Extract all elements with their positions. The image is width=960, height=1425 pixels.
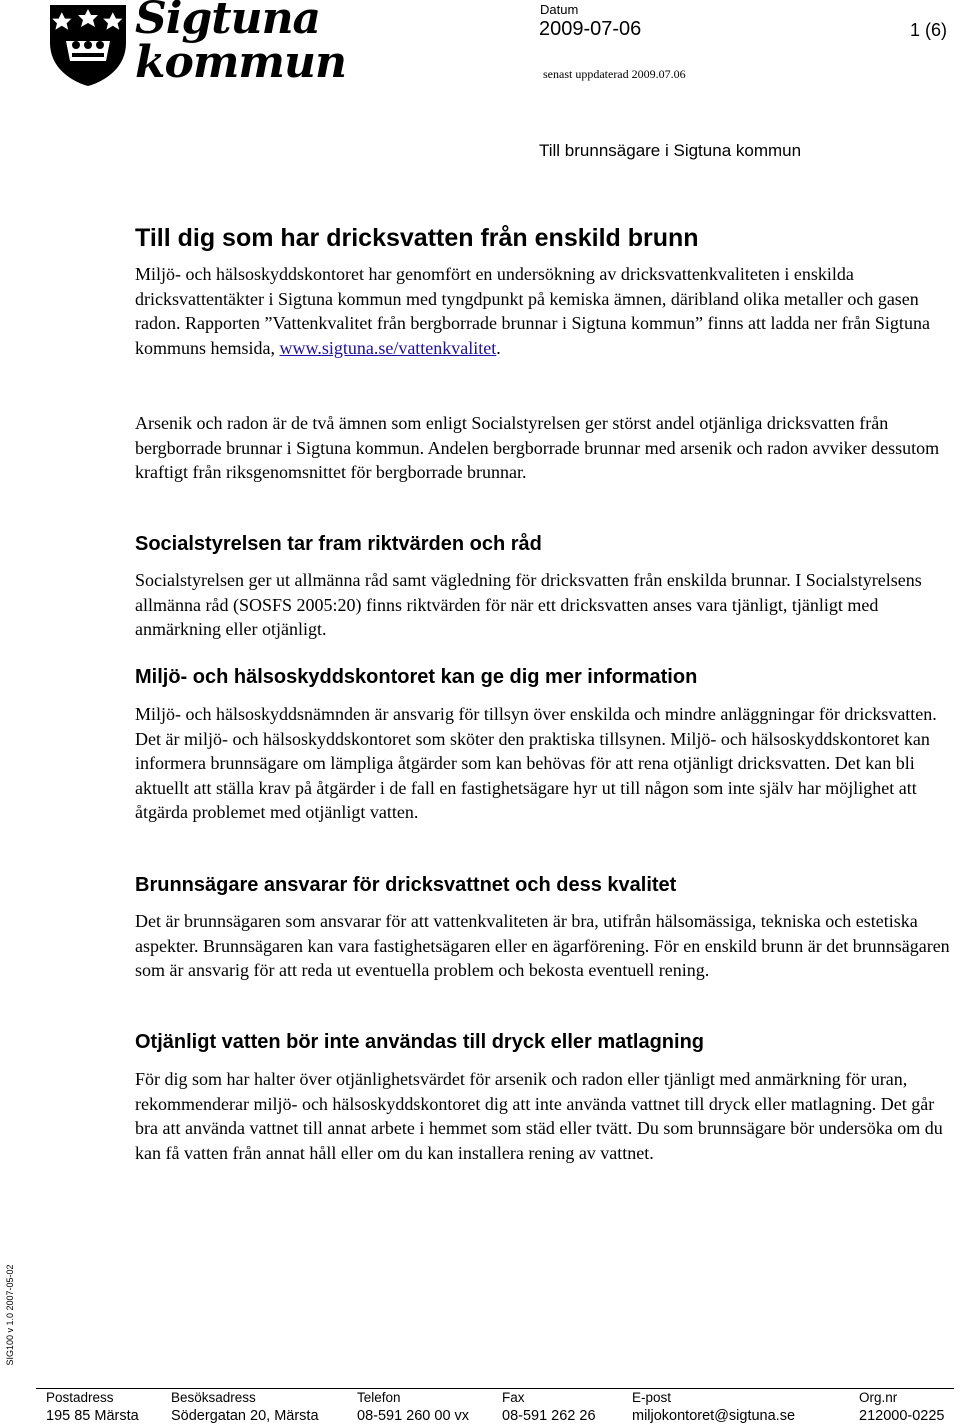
footer-label: Org.nr <box>859 1390 898 1405</box>
footer-label: Fax <box>502 1390 525 1405</box>
footer-value: 08-591 260 00 vx <box>357 1408 470 1424</box>
recipient-line: Till brunnsägare i Sigtuna kommun <box>539 141 802 160</box>
crest-logo-icon <box>48 3 128 87</box>
footer-label: Besöksadress <box>171 1390 256 1405</box>
section-text: Det är brunnsägaren som ansvarar för att vattenkvaliteten är bra, utifrån hälsomässiga, tekniska och estetiska aspekter. Brunnsägaren kan vara fastighetsägaren eller en ägarförening. För en enskild brunn är det brunnsägaren som är ansvarig för att reda ut eventuella problem och bekosta eventuell rening. <box>135 911 950 981</box>
footer-label: E-post <box>632 1390 672 1405</box>
footer-label: Telefon <box>357 1390 401 1405</box>
intro-text: Miljö- och hälsoskyddskontoret har genomfört en undersökning av dricksvattenkvaliteten i enskilda dricksvattentäkter i Sigtuna kommun med tyngdpunkt på kemiska ämnen, däribland olika metaller och gasen radon. Rapporten ”Vattenkvalitet från bergborrade brunnar i Sigtuna kommun” finns att ladda ner från Sigtuna kommuns hemsida, <box>135 264 930 358</box>
logo-text-line1: Sigtuna <box>135 0 321 44</box>
date-value: 2009-07-06 <box>539 18 642 40</box>
footer-label: Postadress <box>46 1390 114 1405</box>
footer-email <box>632 1389 795 1425</box>
report-link[interactable]: www.sigtuna.se/vattenkvalitet <box>279 337 497 358</box>
section-text: För dig som har halter över otjänlighetsvärdet för arsenik och radon eller tjänligt med anmärkning för uran, rekommenderar miljö- och hälsoskyddskontoret dig att inte använda vattnet till dryck eller matlagning. Det går bra att använda vattnet till annat arbete i hemmet som städ eller tvätt. Du som brunnsägare bör undersöka om du kan få vatten från annat håll eller om du kan installera rening av vattnet. <box>135 1069 943 1163</box>
footer-postal <box>46 1389 139 1425</box>
footer-value[interactable]: miljokontoret@sigtuna.se <box>632 1408 796 1424</box>
footer-value: 212000-0225 <box>859 1408 945 1424</box>
footer-value: 195 85 Märsta <box>46 1408 139 1424</box>
arsenic-radon-paragraph: Arsenik och radon är de två ämnen som enligt Socialstyrelsen ger störst andel otjänliga dricksvatten från bergborrade brunnar i Sigtuna kommun. Andelen bergborrade brunnar med arsenik och radon avviker dessutom kraftigt från riksgenomsnittet för bergborrade brunnar. <box>135 413 940 483</box>
last-updated: senast uppdaterad 2009.07.06 <box>543 67 686 81</box>
section-text: Miljö- och hälsoskyddsnämnden är ansvarig för tillsyn över enskilda och mindre anläggningar för dricksvatten. Det är miljö- och hälsoskyddskontoret som sköter den praktiska tillsynen. Miljö- och hälsoskyddskontoret kan informera brunnsägare om lämpliga åtgärder som kan behövas för att rena otjänligt dricksvatten. Det kan bli aktuellt att ställa krav på åtgärder i de fall en fastighetsägare hyr ut till någon som inte själv har möjlighet att åtgärda problemet med otjänligt vatten. <box>135 704 937 823</box>
section-heading: Brunnsägare ansvarar för dricksvattnet och dess kvalitet <box>135 874 677 896</box>
footer-value: Södergatan 20, Märsta <box>171 1408 319 1424</box>
section-heading: Socialstyrelsen tar fram riktvärden och råd <box>135 533 542 555</box>
section-heading: Otjänligt vatten bör inte användas till dryck eller matlagning <box>135 1031 705 1053</box>
footer-fax <box>502 1389 596 1425</box>
footer-phone <box>357 1389 469 1425</box>
section-heading: Miljö- och hälsoskyddskontoret kan ge dig mer information <box>135 666 698 688</box>
date-label: Datum <box>540 2 579 17</box>
logo-text-line2: kommun <box>135 37 346 88</box>
document-code: SIG100 v 1.0 2007-05-02 <box>5 1264 15 1366</box>
footer-visit <box>171 1389 319 1425</box>
page-title: Till dig som har dricksvatten från enskild brunn <box>135 224 699 252</box>
intro-tail: . <box>496 337 501 358</box>
footer-orgnr <box>859 1389 944 1425</box>
footer-value: 08-591 262 26 <box>502 1408 596 1424</box>
intro-paragraph <box>135 262 955 360</box>
section-text: Socialstyrelsen ger ut allmänna råd samt vägledning för dricksvatten från enskilda brunnar. I Socialstyrelsens allmänna råd (SOSFS 2005:20) finns riktvärden för när ett dricksvatten anses vara tjänligt, tjänligt med anmärkning eller otjänligt. <box>135 570 922 640</box>
page-number: 1 (6) <box>910 20 948 40</box>
